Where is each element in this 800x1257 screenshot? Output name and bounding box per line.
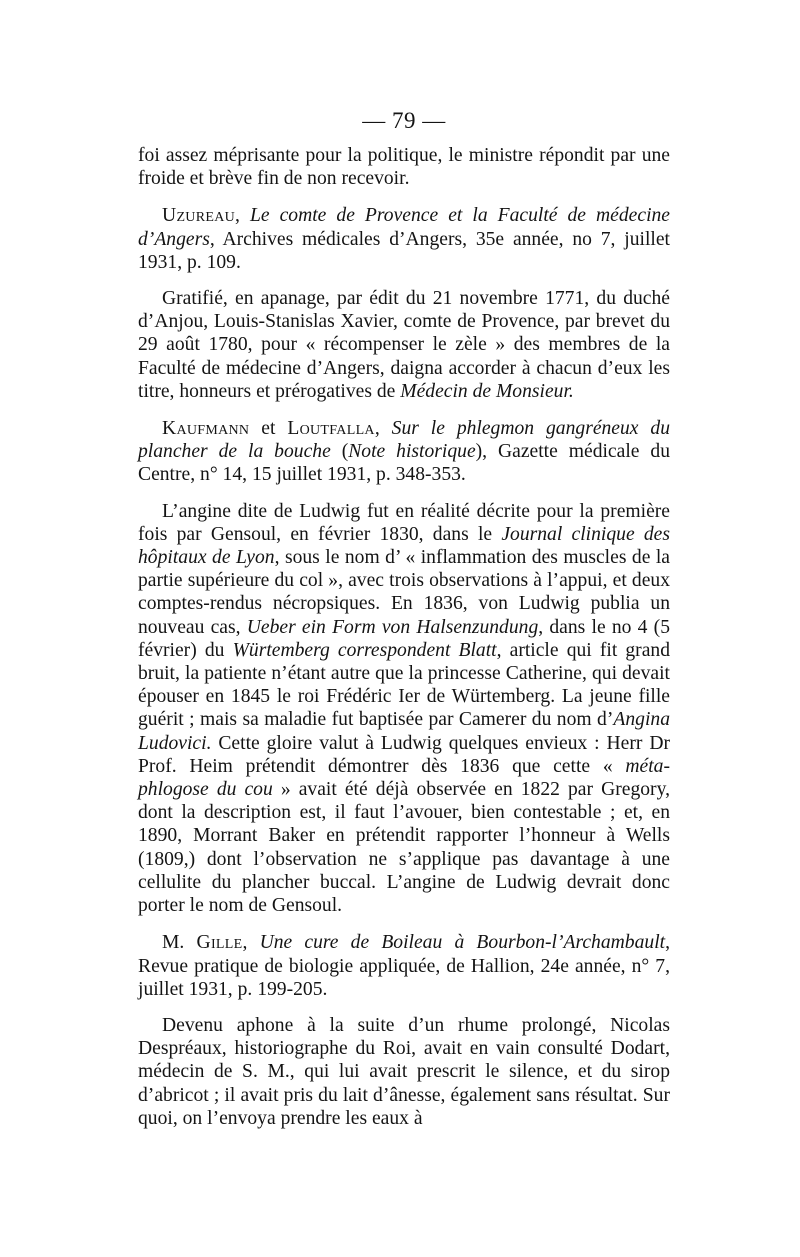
journal-title: Journal clinique des hôpitaux de Lyon (138, 523, 670, 569)
quoted-term: méta-phlogose du cou (138, 755, 670, 801)
reference-separator: , (235, 205, 250, 227)
paragraph-text: , article qui fit grand bruit, la patiente n’étant autre que la princesse Catherine, qui devait épouser en 1845 le roi Frédéric Ier de Würtemberg. La jeune fille guérit ; mais sa maladie fut baptisée par Camerer du nom d’ (138, 639, 670, 731)
paragraph-continuation (138, 144, 670, 190)
journal-title: Würtemberg correspondent Blatt (232, 639, 497, 661)
disease-name: Angina Ludovici. (138, 709, 670, 754)
reference-author: Uzureau (162, 205, 236, 227)
reference-title: Une cure de Boileau à Bourbon-l’Archambault (259, 932, 666, 954)
reference-gille (138, 931, 670, 1001)
reference-source: , Archives médicales d’Angers, 35e année, no 7, juillet 1931, p. 109. (138, 228, 670, 273)
paragraph-text: , sous le nom d’ « inflammation des muscles de la partie supérieure du col », avec trois observations à l’appui, et deux comptes-rendus nécropsiques. En 1836, von Ludwig publia un nouveau cas, (138, 547, 671, 638)
reference-prefix: M. (162, 932, 197, 954)
reference-source: ), Gazette médicale du Centre, n° 14, 15 juillet 1931, p. 348-353. (138, 441, 670, 486)
reference-author: Gille (196, 932, 243, 954)
reference-kaufmann-loutfalla (138, 417, 670, 487)
paragraph-text: Gratifié, en apanage, par édit du 21 novembre 1771, du duché d’Anjou, Louis-Stanislas Xavier, comte de Provence, par brevet du 29 août 1780, pour « récompenser le zèle » des membres de la Faculté de médecine d’Angers, daigna accorder à chacun d’eux les titre, honneurs et prérogatives de (138, 288, 670, 402)
paragraph-text: Devenu aphone à la suite d’un rhume prolongé, Nicolas Despréaux, historiographe du Roi, avait en vain consulté Dodart, médecin de S. M., qui lui avait prescrit le silence, et du sirop d’abricot ; il avait pris du lait d’ânesse, également sans résultat. Sur quoi, on l’envoya prendre les eaux à (138, 1014, 670, 1129)
paragraph-text: , dans le no 4 (5 février) du (138, 616, 670, 661)
book-page (138, 108, 670, 1130)
reference-note: Note historique (348, 441, 476, 463)
reference-paren: ( (330, 441, 349, 463)
reference-author: Loutfalla (287, 418, 375, 440)
reference-title: Sur le phlegmon gangréneux du plancher de la bouche (138, 418, 671, 463)
paragraph-text: » avait été déjà observée en 1822 par Gregory, dont la description est, il faut l’avouer, bien contestable ; et, en 1890, Morrant Baker en prétendit rapporter l’honneur à Wells (1809,) dont l’observation ne s’applique pas davantage à une cellulite du plancher buccal. L’angine de Ludwig devrait donc porter le nom de Gensoul. (138, 779, 670, 917)
reference-conjunction: et (249, 418, 288, 440)
reference-separator: , (242, 932, 260, 954)
reference-separator: , (374, 418, 392, 440)
paragraph-apanage (138, 287, 670, 403)
paragraph-angine-ludwig (138, 500, 670, 918)
page-number: — 79 — (362, 108, 446, 133)
reference-uzureau (138, 204, 670, 274)
paragraph-text: Cette gloire valut à Ludwig quelques envieux : Herr Dr Prof. Heim prétendit démontrer dès 1836 que cette « (138, 732, 670, 777)
article-title: Ueber ein Form von Halsenzundung (246, 616, 539, 638)
reference-author: Kaufmann (162, 418, 250, 440)
paragraph-italic-title: Médecin de Monsieur. (400, 380, 574, 402)
paragraph-text: foi assez méprisante pour la politique, le ministre répondit par une froide et brève fin de non recevoir. (138, 145, 670, 190)
reference-title: Le comte de Provence et la Faculté de médecine d’Angers (138, 205, 671, 250)
paragraph-text: L’angine dite de Ludwig fut en réalité décrite pour la première fois par Gensoul, en février 1830, dans le (138, 500, 670, 545)
reference-source: , Revue pratique de biologie appliquée, de Hallion, 24e année, n° 7, juillet 1931, p. 199-205. (138, 932, 670, 1000)
paragraph-boileau (138, 1014, 670, 1130)
